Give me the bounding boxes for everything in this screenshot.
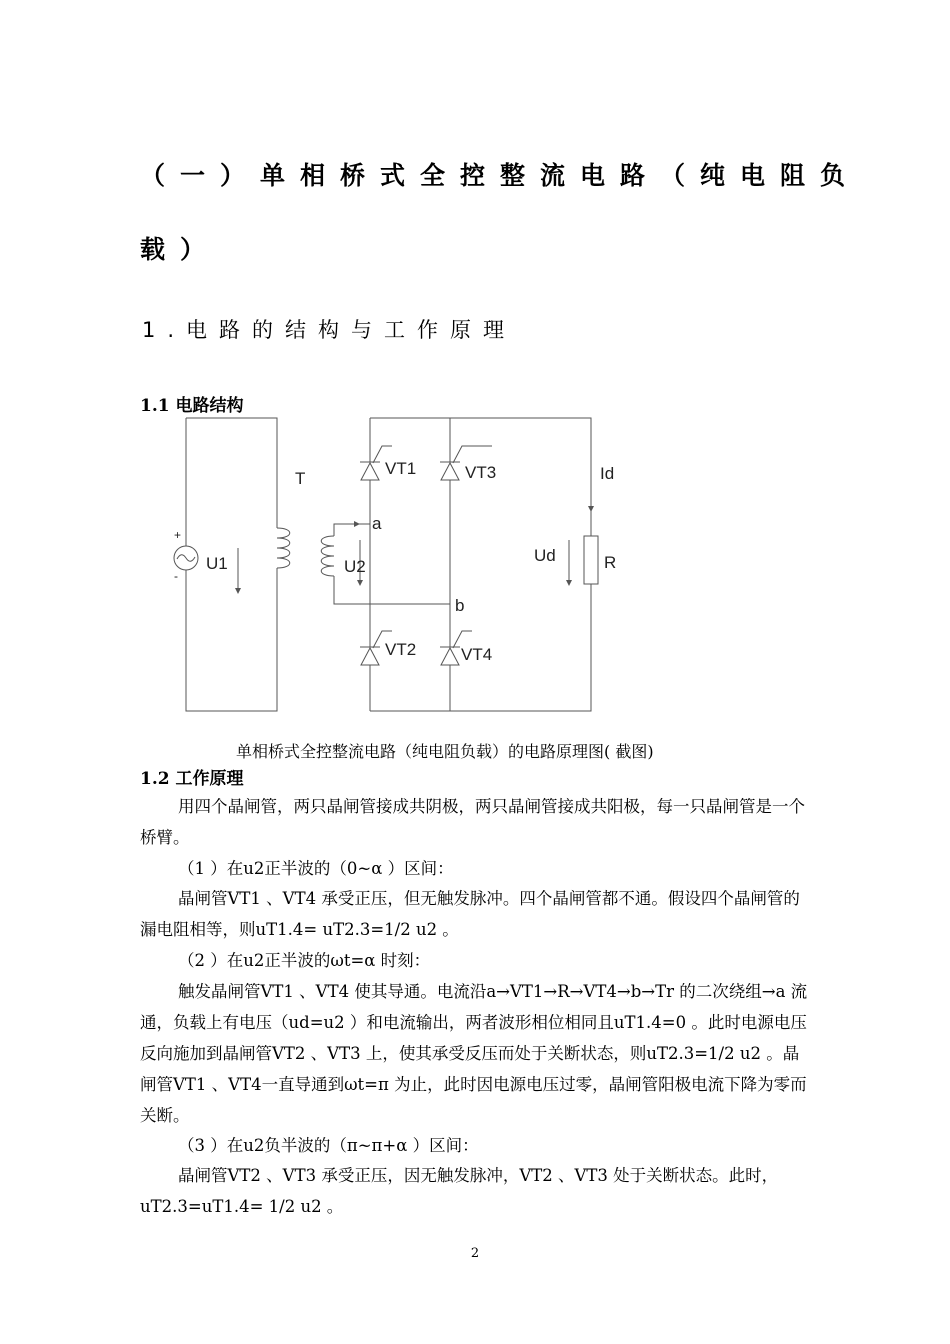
label-minus: - [174, 569, 178, 583]
paragraph: （1 ）在u2正半波的（0~α ）区间： [178, 859, 454, 878]
label-Id: Id [600, 464, 615, 483]
label-b: b [455, 596, 465, 615]
page-number: 2 [470, 1246, 480, 1261]
label-VT3: VT3 [465, 463, 497, 482]
label-U1: U1 [206, 554, 228, 573]
label-VT2: VT2 [385, 640, 417, 659]
u1-arrowhead [235, 588, 241, 594]
paragraph: （3 ）在u2负半波的（π~π+α ）区间： [178, 1136, 479, 1155]
circuit-diagram [160, 408, 640, 718]
subsection-heading-1-2: 1.2 工作原理 [140, 769, 244, 789]
resistor-R [584, 536, 598, 584]
label-VT1: VT1 [385, 459, 417, 478]
transformer-primary-coil [277, 528, 290, 568]
main-title-line1: （一）单相桥式全控整流电路（纯电阻负 [140, 161, 861, 190]
id-arrowhead [588, 506, 594, 512]
primary-wire [186, 418, 277, 711]
section-heading: 1.电路的结构与工作原理 [142, 318, 517, 342]
label-VT4: VT4 [461, 645, 493, 664]
paragraph: 用四个晶闸管，两只晶闸管接成共阴极，两只晶闸管接成共阳极，每一只晶闸管是一个桥臂。 [140, 797, 805, 847]
paragraph: 晶闸管VT1 、VT4 承受正压，但无触发脉冲。四个晶闸管都不通。假设四个晶闸管的漏电阻相等，则uT1.4= uT2.3=1/2 u2 。 [140, 889, 800, 939]
a-arrowhead [354, 521, 360, 527]
label-R: R [604, 553, 617, 572]
paragraph: 晶闸管VT2 、VT3 承受正压，因无触发脉冲，VT2 、VT3 处于关断状态。此时，uT2.3=uT1.4= 1/2 u2 。 [140, 1166, 779, 1216]
paragraph: （2 ）在u2正半波的ωt=α 时刻： [178, 951, 431, 970]
label-plus: + [174, 528, 182, 542]
label-U2: U2 [344, 557, 366, 576]
label-T: T [295, 469, 306, 488]
ud-arrowhead [566, 580, 572, 586]
figure-caption: 单相桥式全控整流电路（纯电阻负载）的电路原理图( 截图) [236, 742, 654, 761]
paragraph: 触发晶闸管VT1 、VT4 使其导通。电流沿a→VT1→R→VT4→b→Tr 的二次绕组→a 流通，负载上有电压（ud=u2 ）和电流输出，两者波形相位相同且uT1.4=0 。此时电源电压反向施加到晶闸管VT2 、VT3 上，使其承受反压而处于关断状态，则uT2.3=1/2 u2 。晶闸管VT1 、VT4一直导通到ωt=π 为止，此时因电源电压过零，晶闸管阳极电流下降为零而关断。 [140, 982, 808, 1125]
u2-arrowhead [357, 580, 363, 586]
main-title-line2: 载） [140, 235, 221, 264]
transformer-secondary-coil [321, 536, 334, 576]
label-a: a [372, 514, 382, 533]
label-Ud: Ud [534, 546, 556, 565]
subsection-heading-1-1: 1.1 电路结构 [140, 396, 244, 416]
